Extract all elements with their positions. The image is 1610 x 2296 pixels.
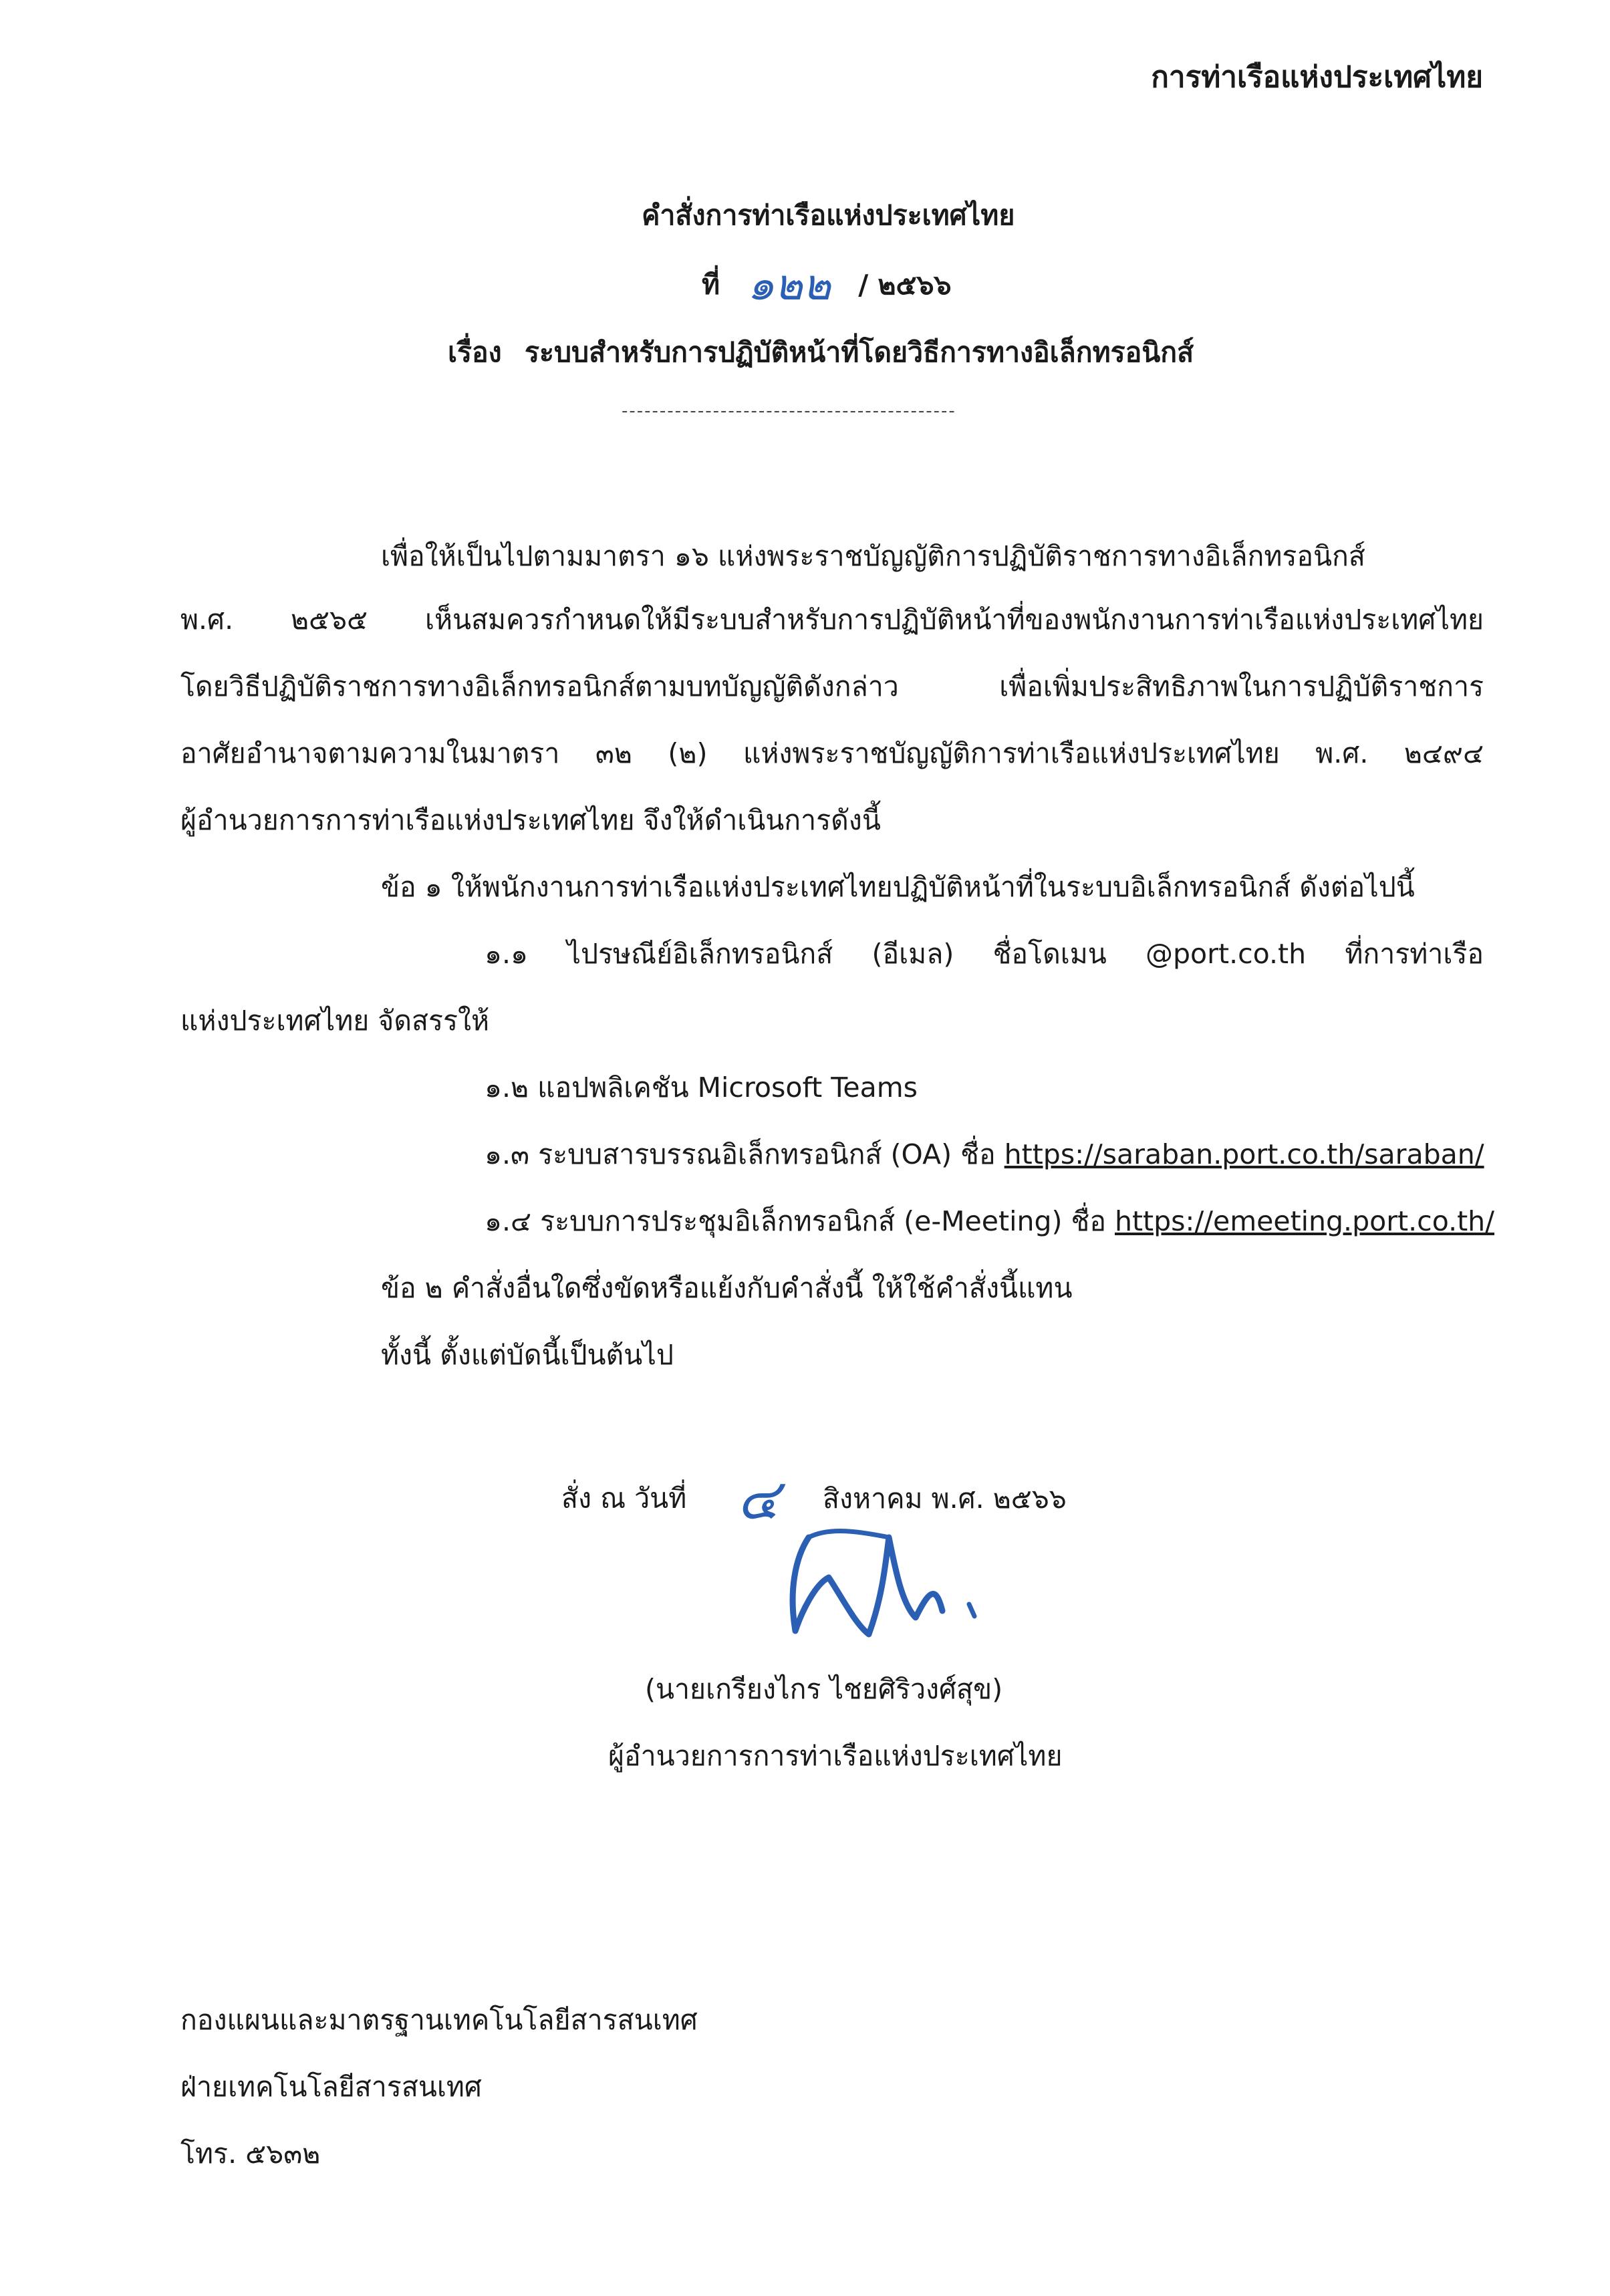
subject-text: ระบบสำหรับการปฏิบัติหน้าที่โดยวิธีการทางอิเล็กทรอนิกส์ bbox=[524, 336, 1194, 368]
subject-line bbox=[448, 331, 1194, 374]
item-1-4-text: ๑.๔ ระบบการประชุมอิเล็กทรอนิกส์ (e-Meeting) ชื่อ bbox=[485, 1205, 1115, 1237]
item-1-2: ๑.๒ แอปพลิเคชัน Microsoft Teams bbox=[485, 1071, 918, 1104]
order-no-value: ๑๒๒ bbox=[747, 261, 831, 310]
footer-phone: โทร. ๕๖๓๒ bbox=[180, 2138, 321, 2170]
item-1-1-line2: แห่งประเทศไทย จัดสรรให้ bbox=[180, 1005, 490, 1037]
saraban-link[interactable]: https://saraban.port.co.th/saraban/ bbox=[1004, 1138, 1484, 1170]
footer-division: ฝ่ายเทคโนโลยีสารสนเทศ bbox=[180, 2071, 482, 2103]
order-heading: คำสั่งการท่าเรือแห่งประเทศไทย bbox=[642, 199, 1015, 231]
subject-label: เรื่อง bbox=[448, 336, 502, 368]
clause-2: ข้อ ๒ คำสั่งอื่นใดซึ่งขัดหรือแย้งกับคำสั่งนี้ ให้ใช้คำสั่งนี้แทน bbox=[381, 1272, 1073, 1304]
footer-dept: กองแผนและมาตรฐานเทคโนโลยีสารสนเทศ bbox=[180, 2004, 698, 2036]
para1-line4: อาศัยอำนาจตามความในมาตรา ๓๒ (๒) แห่งพระราชบัญญัติการท่าเรือแห่งประเทศไทย พ.ศ. ๒๔๙๔ bbox=[180, 737, 1484, 769]
para1-line5: ผู้อำนวยการการท่าเรือแห่งประเทศไทย จึงให้ดำเนินการดังนี้ bbox=[180, 804, 881, 836]
order-no-label: ที่ bbox=[702, 268, 720, 301]
item-1-3-text: ๑.๓ ระบบสารบรรณอิเล็กทรอนิกส์ (OA) ชื่อ bbox=[485, 1138, 1004, 1170]
signer-title: ผู้อำนวยการการท่าเรือแห่งประเทศไทย bbox=[608, 1740, 1063, 1772]
order-number-line bbox=[702, 251, 952, 310]
org-header: การท่าเรือแห่งประเทศไทย bbox=[1151, 60, 1483, 94]
para1-line3: โดยวิธีปฏิบัติราชการทางอิเล็กทรอนิกส์ตามบทบัญญัติดังกล่าว เพื่อเพิ่มประสิทธิภาพในการปฏิบัติราชการ bbox=[180, 670, 1484, 703]
signature bbox=[769, 1511, 1009, 1651]
item-1-1-line1: ๑.๑ ไปรษณีย์อิเล็กทรอนิกส์ (อีเมล) ชื่อโดเมน @port.co.th ที่การท่าเรือ bbox=[485, 938, 1484, 970]
date-day: ๔ bbox=[736, 1466, 779, 1532]
item-1-3 bbox=[485, 1133, 1484, 1176]
effective-statement: ทั้งนี้ ตั้งแต่บัดนี้เป็นต้นไป bbox=[381, 1339, 674, 1371]
date-month-year: สิงหาคม พ.ศ. ๒๕๖๖ bbox=[823, 1482, 1067, 1515]
signer-name: (นายเกรียงไกร ไชยศิริวงศ์สุข) bbox=[645, 1673, 1003, 1705]
para1-line1: เพื่อให้เป็นไปตามมาตรา ๑๖ แห่งพระราชบัญญัติการปฏิบัติราชการทางอิเล็กทรอนิกส์ bbox=[381, 540, 1365, 572]
date-prefix: สั่ง ณ วันที่ bbox=[561, 1482, 687, 1515]
emeeting-link[interactable]: https://emeeting.port.co.th/ bbox=[1115, 1205, 1494, 1237]
para1-line2: พ.ศ. ๒๕๖๕ เห็นสมควรกำหนดให้มีระบบสำหรับการปฏิบัติหน้าที่ของพนักงานการท่าเรือแห่งประเทศไทย bbox=[180, 604, 1484, 636]
order-year: / ๒๕๖๖ bbox=[858, 268, 952, 301]
clause-1: ข้อ ๑ ให้พนักงานการท่าเรือแห่งประเทศไทยปฏิบัติหน้าที่ในระบบอิเล็กทรอนิกส์ ดังต่อไปนี้ bbox=[381, 871, 1415, 903]
item-1-4 bbox=[485, 1200, 1494, 1243]
order-date-line bbox=[561, 1454, 1067, 1532]
title-separator: -------------------------------------------- bbox=[622, 401, 956, 421]
